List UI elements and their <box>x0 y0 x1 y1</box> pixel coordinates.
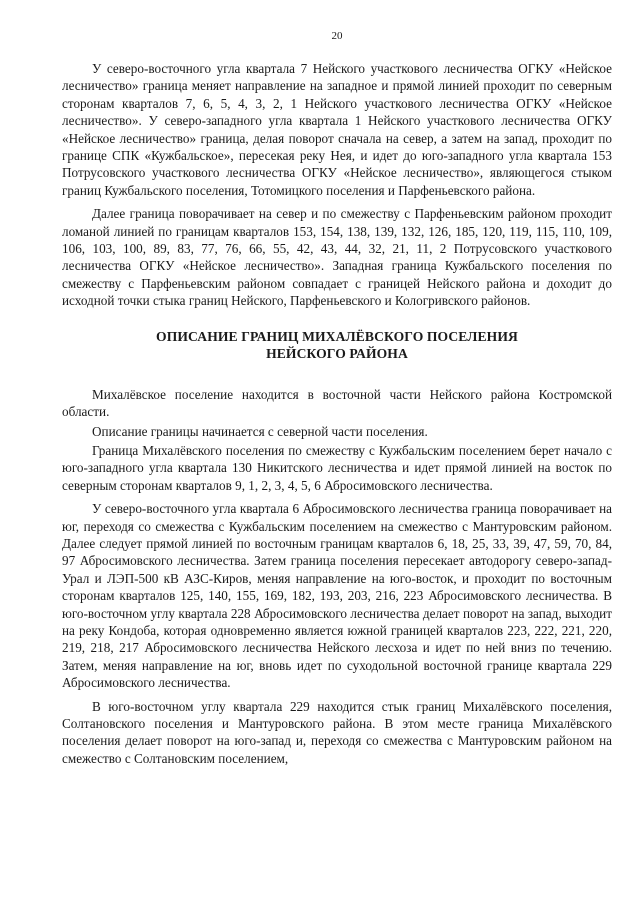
paragraph-north-boundary: Граница Михалёвского поселения по смежеству с Кужбальским поселением берет начало с юго-западного угла квартала 130 Никитского лесничества и идет прямой линией на восток по северным сторонам кварталов 9, 1, 2, 3, 4, 5, 6 Абросимовского лесничества. <box>62 442 612 493</box>
paragraph-kuzhbal-west-boundary: Далее граница поворачивает на север и по смежеству с Парфеньевским районом проходит ломаной линией по границам кварталов 153, 154, 138, 139, 132, 126, 185, 120, 119, 115, 110, 109, 106, 103, 100, 89, 83, 77, 76, 66, 55, 42, 43, 44, 32, 21, 11, 2 Потрусовского участкового лесничества ОГКУ «Нейское лесничество». Западная граница Кужбальского поселения по смежеству с Парфеньевским районом совпадает с границей Нейского района и доходит до исходной точки стыка границ Нейского, Парфеньевского и Кологривского районов. <box>62 206 612 309</box>
page-number: 20 <box>331 30 343 42</box>
heading-line-1: ОПИСАНИЕ ГРАНИЦ МИХАЛЁВСКОГО ПОСЕЛЕНИЯ <box>156 328 518 344</box>
paragraph-description-start: Описание границы начинается с северной части поселения. <box>92 423 428 439</box>
section-heading <box>62 328 612 362</box>
heading-line-2: НЕЙСКОГО РАЙОНА <box>266 345 408 361</box>
paragraph-south-junction: В юго-восточном углу квартала 229 находится стык границ Михалёвского поселения, Солтановского поселения и Мантуровского района. В этом месте граница Михалёвского поселения делает поворот на юго-запад и, переходя со смежества с Мантуровским районом на смежество с Солтановским поселением, <box>62 698 612 766</box>
paragraph-east-boundary: У северо-восточного угла квартала 6 Абросимовского лесничества граница поворачивает на юг, переходя со смежества с Кужбальским поселением на смежество с Мантуровским районом. Далее следует прямой линией по восточным границам кварталов 6, 18, 25, 33, 39, 47, 59, 70, 84, 97 Абросимовского лесничества. Затем граница поселения пересекает автодорогу северо-запад-Урал и ЛЭП-500 кВ АЗС-Киров, меняя направление на юго-восток, и проходит по восточным сторонам кварталов 125, 140, 155, 169, 182, 193, 203, 216, 223 Абросимовского лесничества. В юго-восточном углу квартала 228 Абросимовского лесничества делает поворот на запад, выходит на реку Кондоба, которая одновременно является южной границей кварталов 223, 222, 221, 220, 219, 218, 217 Абросимовского лесничества Нейского лесхоза и идет по ней вниз по течению. Затем, меняя направление на юг, вновь идет по суходольной восточной границе квартала 229 Абросимовского лесничества. <box>62 501 612 691</box>
paragraph-mikhalev-location: Михалёвское поселение находится в восточной части Нейского района Костромской области. <box>62 386 612 420</box>
paragraph-kuzhbal-north-boundary: У северо-восточного угла квартала 7 Нейского участкового лесничества ОГКУ «Нейское лесничество» граница меняет направление на западное и прямой линией проходит по северным сторонам кварталов 7, 6, 5, 4, 3, 2, 1 Нейского участкового лесничества ОГКУ «Нейское лесничество». У северо-западного угла квартала 1 Нейского участкового лесничества ОГКУ «Нейское лесничество» граница, делая поворот сначала на север, а затем на запад, проходит по границе СПК «Кужбальское», пересекая реку Нея, и идет до юго-западного угла квартала 153 Потрусовского участкового лесничества ОГКУ «Нейское лесничество», являющегося стыком границ Кужбальского поселения, Тотомицкого поселения и Парфеньевского района. <box>62 61 612 198</box>
